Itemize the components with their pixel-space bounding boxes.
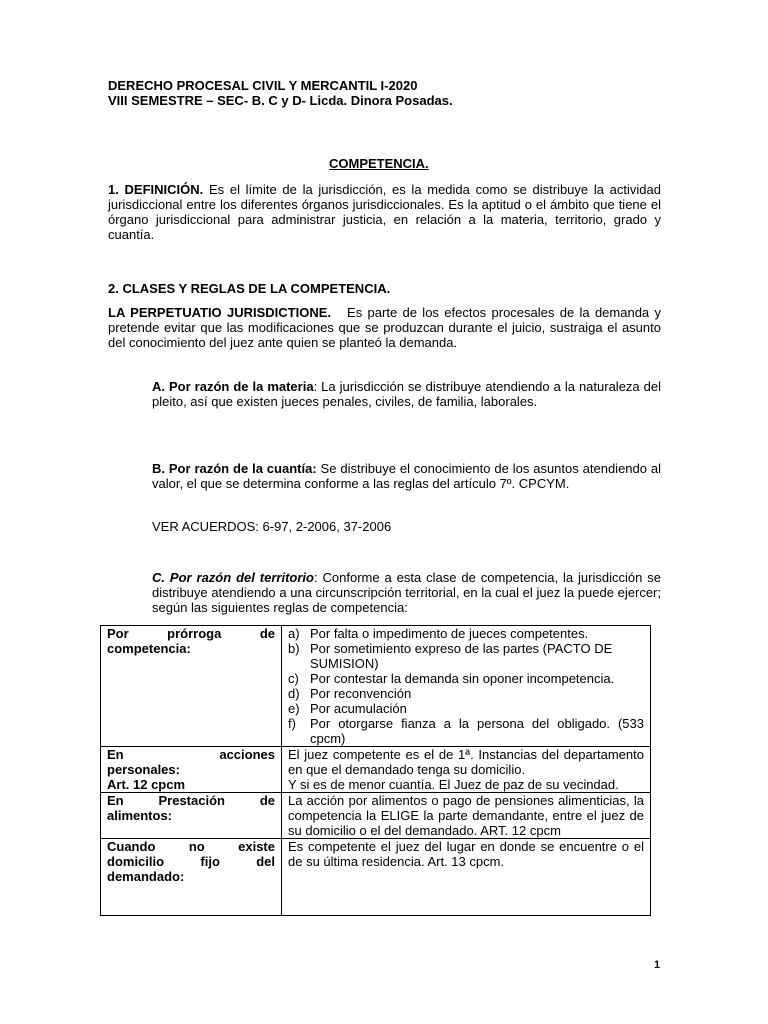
item-a-heading: A. Por razón de la materia bbox=[152, 379, 314, 394]
item-b-heading: B. Por razón de la cuantía: bbox=[152, 461, 317, 476]
table-row bbox=[101, 747, 651, 793]
definition-paragraph bbox=[108, 182, 661, 242]
list-item: b) Por sometimiento expreso de las partes (PACTO DE SUMISION) bbox=[288, 641, 613, 671]
definition-text: Es el límite de la jurisdicción, es la medida como se distribuye la actividad jurisdiccional entre los diferentes órganos jurisdiccionales. Es la aptitud o el ámbito que tiene el órgano jurisdiccional para administrar justicia, en relación a la materia, territorio, grado y cuantía. bbox=[108, 182, 661, 242]
row-content: El juez competente es el de 1ª. Instancias del departamento en que el demandado tenga su domicilio. Y si es de menor cuantía. El Juez de paz de su vecindad. bbox=[282, 747, 651, 793]
table-row bbox=[101, 793, 651, 839]
perpetuatio-paragraph bbox=[108, 305, 661, 350]
item-b-paragraph bbox=[152, 461, 661, 491]
row-content: La acción por alimentos o pago de pensiones alimenticias, la competencia la ELIGE la parte demandante, entre el juez de su domicilio o el del demandado. ART. 12 cpcm bbox=[282, 793, 651, 839]
item-c-heading: C. Por razón del territorio bbox=[152, 570, 314, 585]
table-row bbox=[101, 839, 651, 916]
prorogation-options-list bbox=[288, 626, 644, 746]
list-item: f) Por otorgarse fianza a la persona del obligado. (533 cpcm) bbox=[288, 716, 644, 746]
definition-heading: 1. DEFINICIÓN. bbox=[108, 182, 204, 197]
item-c-paragraph bbox=[152, 570, 661, 615]
item-c-text: : Conforme a esta clase de competencia, la jurisdicción se distribuye atendiendo a una circunscripción territorial, en la cual el juez la puede ejercer; según las siguientes reglas de competencia: bbox=[152, 570, 661, 615]
table-row bbox=[101, 626, 651, 747]
page-number: 1 bbox=[654, 959, 661, 971]
course-section: VIII SEMESTRE – SEC- B. C y D- Licda. Dinora Posadas. bbox=[108, 93, 453, 108]
row-content: Es competente el juez del lugar en donde se encuentre o el de su última residencia. Art. 13 cpcm. bbox=[282, 839, 651, 916]
course-header bbox=[108, 78, 668, 108]
section-2-heading: 2. CLASES Y REGLAS DE LA COMPETENCIA. bbox=[108, 281, 391, 296]
page-title: COMPETENCIA. bbox=[329, 156, 429, 171]
list-item: e) Por acumulación bbox=[288, 701, 407, 716]
item-a-paragraph bbox=[152, 379, 661, 409]
list-item: c) Por contestar la demanda sin oponer incompetencia. bbox=[288, 671, 615, 686]
item-a-text: : La jurisdicción se distribuye atendiendo a la naturaleza del pleito, así que existen jueces penales, civiles, de familia, laborales. bbox=[152, 379, 661, 409]
perpetuatio-text: Es parte de los efectos procesales de la demanda y pretende evitar que las modificaciones que se produzcan durante el juicio, sustraiga el asunto del conocimiento del juez ante quien se planteó la demanda. bbox=[108, 305, 661, 350]
item-b-text: Se distribuye el conocimiento de los asuntos atendiendo al valor, el que se determina conforme a las reglas del artículo 7º. CPCYM. bbox=[152, 461, 661, 491]
row-label: En acciones personales: Art. 12 cpcm bbox=[101, 747, 282, 793]
competence-rules-table bbox=[100, 625, 651, 916]
list-item: d) Por reconvención bbox=[288, 686, 412, 701]
item-b-agreements: VER ACUERDOS: 6-97, 2-2006, 37-2006 bbox=[152, 519, 392, 534]
row-label: Por prórroga de competencia: bbox=[101, 626, 282, 747]
row-label: Cuando no existe domicilio fijo del demandado: bbox=[101, 839, 282, 916]
row-label: En Prestación de alimentos: bbox=[101, 793, 282, 839]
row-content bbox=[282, 626, 651, 747]
list-item: a) Por falta o impedimento de jueces competentes. bbox=[288, 626, 589, 641]
perpetuatio-heading: LA PERPETUATIO JURISDICTIONE. bbox=[108, 305, 332, 320]
course-title: DERECHO PROCESAL CIVIL Y MERCANTIL I-2020 bbox=[108, 78, 418, 93]
